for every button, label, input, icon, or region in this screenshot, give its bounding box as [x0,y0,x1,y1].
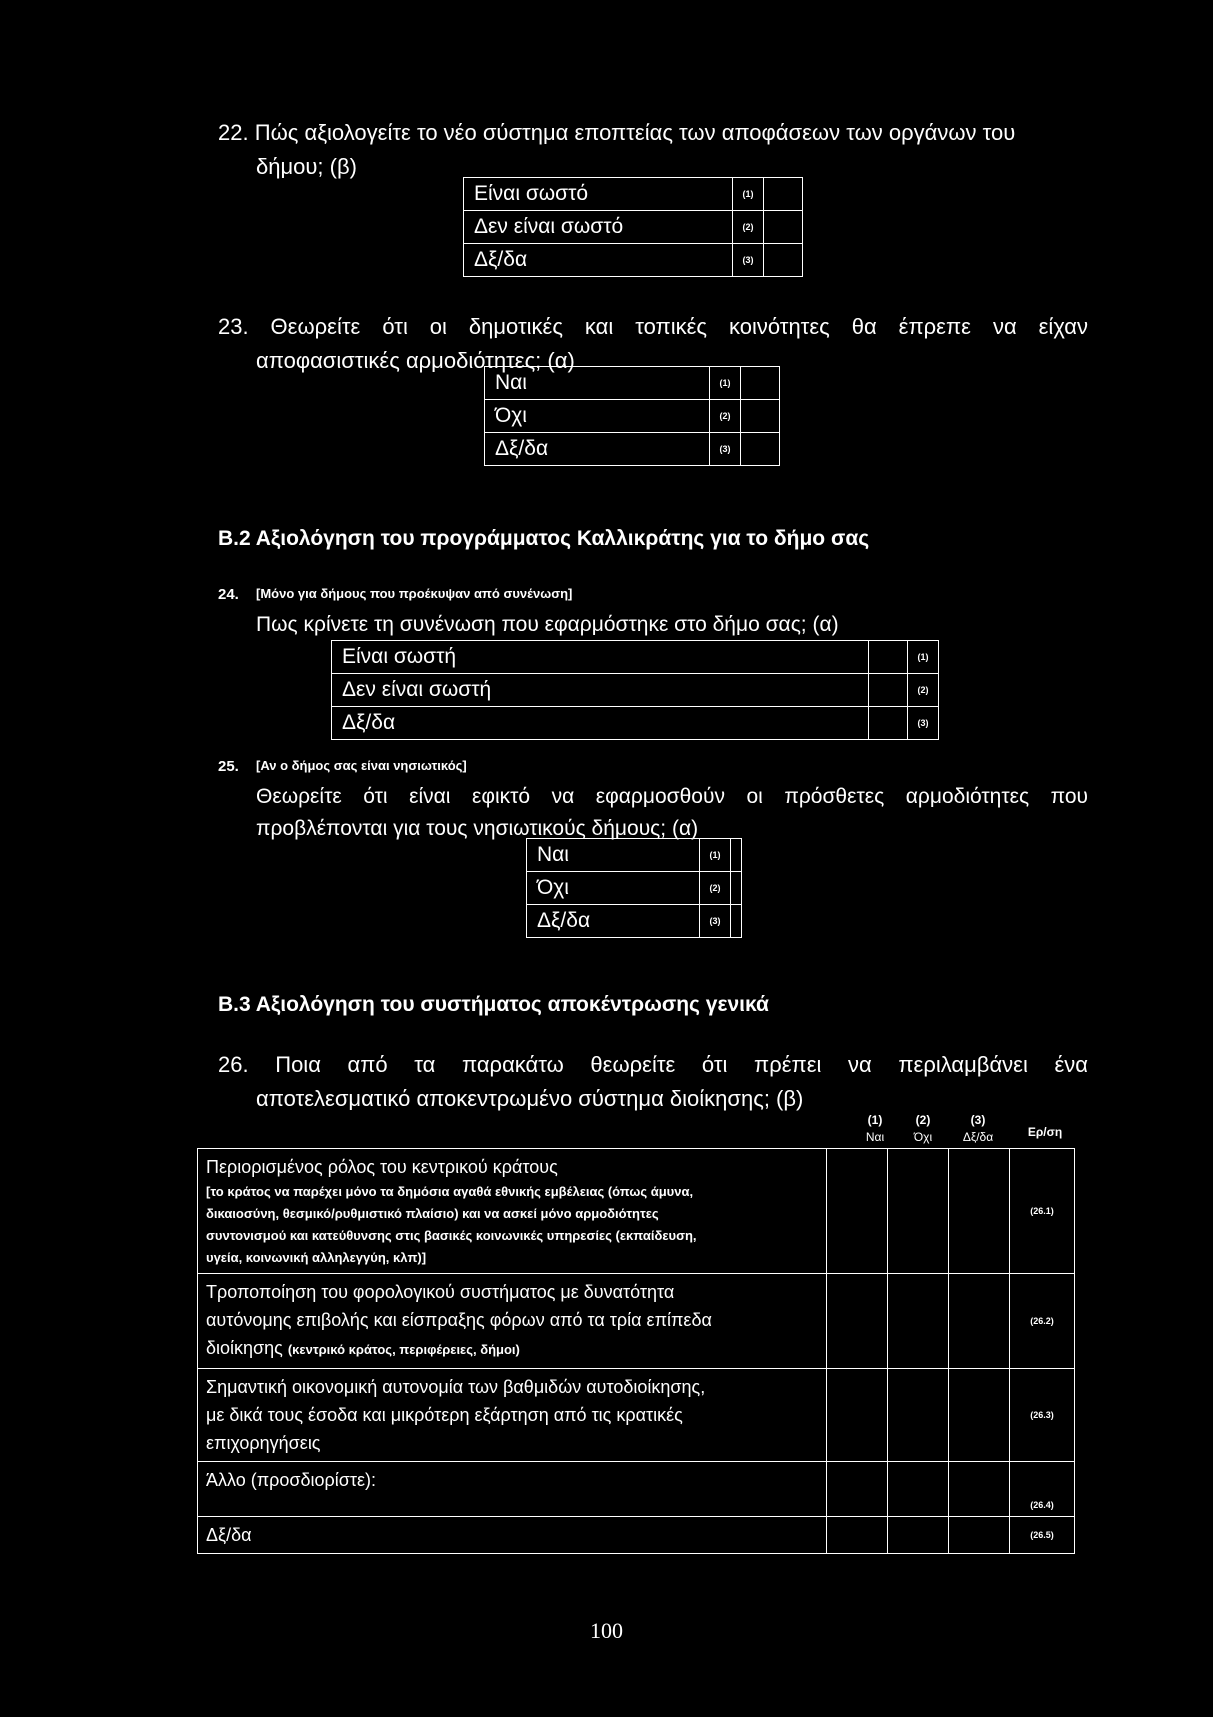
answer-cell-no[interactable] [888,1462,949,1517]
row-text [198,1369,827,1462]
col-header-label: Δξ/δα [962,1130,994,1144]
row-line: Δξ/δα [206,1525,252,1545]
row-line: με δικά τους έσοδα και μικρότερη εξάρτηση από τις κρατικές [206,1405,683,1425]
option-label: Δξ/δα [485,433,710,466]
q22-option-1[interactable] [464,178,803,211]
option-code: (3) [733,244,764,277]
col-header-label: Όχι [913,1130,933,1144]
q23-option-1[interactable] [485,367,780,400]
q23-options [484,366,780,466]
q22-option-2[interactable] [464,211,803,244]
row-line-text: διοίκησης [206,1338,288,1358]
row-line: αυτόνομης επιβολής και είσπραξης φόρων από τα τρία επίπεδα [206,1310,712,1330]
answer-box[interactable] [764,178,803,211]
q22-line2: δήμου; (β) [256,154,357,179]
option-label: Όχι [527,872,700,905]
answer-box[interactable] [731,839,742,872]
answer-cell-no[interactable] [888,1274,949,1369]
answer-box[interactable] [869,707,908,740]
q25-option-3[interactable] [527,905,742,938]
option-label: Δξ/δα [527,905,700,938]
q24-number: 24. [218,586,239,603]
answer-box[interactable] [741,433,780,466]
row-text [198,1149,827,1274]
answer-box[interactable] [741,367,780,400]
row-text [198,1462,827,1517]
q25-note: [Αν ο δήμος σας είναι νησιωτικός] [256,758,467,773]
q24-option-1[interactable] [332,641,939,674]
answer-cell-no[interactable] [888,1517,949,1554]
q24-note: [Μόνο για δήμους που προέκυψαν από συνένωση] [256,586,573,601]
row-text [198,1517,827,1554]
answer-box[interactable] [764,211,803,244]
answer-box[interactable] [764,244,803,277]
q25-line2: προβλέπονται για τους νησιωτικούς δήμους; (α) [256,817,699,840]
answer-box[interactable] [731,872,742,905]
q26-row-1 [198,1149,1075,1274]
row-code: (26.1) [1010,1149,1075,1274]
row-detail: δικαιοσύνη, θεσμικό/ρυθμιστικό πλαίσιο) και να ασκεί μόνο αρμοδιότητες [206,1206,659,1221]
q25-option-2[interactable] [527,872,742,905]
q23-option-3[interactable] [485,433,780,466]
option-code: (1) [700,839,731,872]
option-label: Είναι σωστή [332,641,869,674]
answer-cell-dk[interactable] [949,1462,1010,1517]
answer-cell-yes[interactable] [827,1517,888,1554]
q26-row-2 [198,1274,1075,1369]
col-header-num: (3) [970,1113,986,1127]
option-code: (3) [908,707,939,740]
option-code: (1) [710,367,741,400]
option-code: (1) [908,641,939,674]
col-header-label: Ναι [865,1130,885,1144]
answer-cell-yes[interactable] [827,1149,888,1274]
option-code: (3) [700,905,731,938]
option-label: Ναι [527,839,700,872]
row-code: (26.5) [1010,1517,1075,1554]
row-text [198,1274,827,1369]
q26-line1: 26. Ποια από τα παρακάτω θεωρείτε ότι πρέπει να περιλαμβάνει ένα [218,1052,1088,1077]
option-label: Είναι σωστό [464,178,733,211]
q25-line1: Θεωρείτε ότι είναι εφικτό να εφαρμοσθούν οι πρόσθετες αρμοδιότητες που [256,785,1088,808]
answer-cell-dk[interactable] [949,1274,1010,1369]
answer-cell-yes[interactable] [827,1369,888,1462]
row-detail: συντονισμού και κατεύθυνσης στις βασικές κοινωνικές υπηρεσίες (εκπαίδευση, [206,1228,697,1243]
row-line-note: (κεντρικό κράτος, περιφέρειες, δήμοι) [287,1342,520,1357]
answer-cell-dk[interactable] [949,1517,1010,1554]
q25-option-1[interactable] [527,839,742,872]
col-header-dk [950,1112,1006,1146]
section-b2-heading: Β.2 Αξιολόγηση του προγράμματος Καλλικράτης για το δήμο σας [218,527,870,550]
q24-line1: Πως κρίνετε τη συνένωση που εφαρμόστηκε στο δήμο σας; (α) [256,613,839,636]
q23-option-2[interactable] [485,400,780,433]
row-line: επιχορηγήσεις [206,1433,321,1453]
q26-row-5 [198,1517,1075,1554]
answer-box[interactable] [869,674,908,707]
q25-options [526,838,742,938]
answer-cell-yes[interactable] [827,1462,888,1517]
row-detail: [το κράτος να παρέχει μόνο τα δημόσια αγαθά εθνικής εμβέλειας (όπως άμυνα, [206,1184,694,1199]
option-code: (2) [710,400,741,433]
option-label: Δξ/δα [464,244,733,277]
col-header-no [900,1112,946,1146]
option-label: Δεν είναι σωστό [464,211,733,244]
col-header-yes [852,1112,898,1146]
q24-option-2[interactable] [332,674,939,707]
row-line: Άλλο (προσδιορίστε): [206,1470,377,1490]
q26-matrix [197,1148,1075,1554]
row-code: (26.4) [1010,1462,1075,1517]
option-label: Ναι [485,367,710,400]
option-code: (1) [733,178,764,211]
answer-box[interactable] [731,905,742,938]
q25-number: 25. [218,758,239,775]
col-header-question-code: Ερ/ση [1027,1125,1063,1139]
answer-box[interactable] [741,400,780,433]
answer-cell-dk[interactable] [949,1369,1010,1462]
q26-line2: αποτελεσματικό αποκεντρωμένο σύστημα διοίκησης; (β) [256,1086,804,1111]
answer-cell-dk[interactable] [949,1149,1010,1274]
page-number: 100 [590,1618,623,1643]
option-label: Δξ/δα [332,707,869,740]
option-code: (2) [700,872,731,905]
row-line: Τροποποίηση του φορολογικού συστήματος με δυνατότητα [206,1282,675,1302]
q26-row-3 [198,1369,1075,1462]
col-header-num: (2) [915,1113,931,1127]
col-header-num: (1) [867,1113,883,1127]
q22-line1: 22. Πώς αξιολογείτε το νέο σύστημα εποπτείας των αποφάσεων των οργάνων του [218,120,1016,145]
option-code: (3) [710,433,741,466]
option-label: Όχι [485,400,710,433]
row-code: (26.2) [1010,1274,1075,1369]
row-title: Περιορισμένος ρόλος του κεντρικού κράτους [206,1157,558,1177]
section-b3-heading: Β.3 Αξιολόγηση του συστήματος αποκέντρωσης γενικά [218,993,769,1016]
q26-row-4 [198,1462,1075,1517]
row-code: (26.3) [1010,1369,1075,1462]
answer-cell-yes[interactable] [827,1274,888,1369]
q24-option-3[interactable] [332,707,939,740]
answer-box[interactable] [869,641,908,674]
q23-line2: αποφασιστικές αρμοδιότητες; (α) [256,348,575,373]
option-label: Δεν είναι σωστή [332,674,869,707]
q22-option-3[interactable] [464,244,803,277]
answer-cell-no[interactable] [888,1149,949,1274]
q23-line1: 23. Θεωρείτε ότι οι δημοτικές και τοπικές κοινότητες θα έπρεπε να είχαν [218,314,1088,339]
answer-cell-no[interactable] [888,1369,949,1462]
option-code: (2) [908,674,939,707]
row-detail: υγεία, κοινωνική αλληλεγγύη, κλπ)] [206,1250,427,1265]
row-line: Σημαντική οικονομική αυτονομία των βαθμιδών αυτοδιοίκησης, [206,1377,706,1397]
q22-options [463,177,803,277]
row-line [206,1334,818,1364]
q24-options [331,640,939,740]
option-code: (2) [733,211,764,244]
